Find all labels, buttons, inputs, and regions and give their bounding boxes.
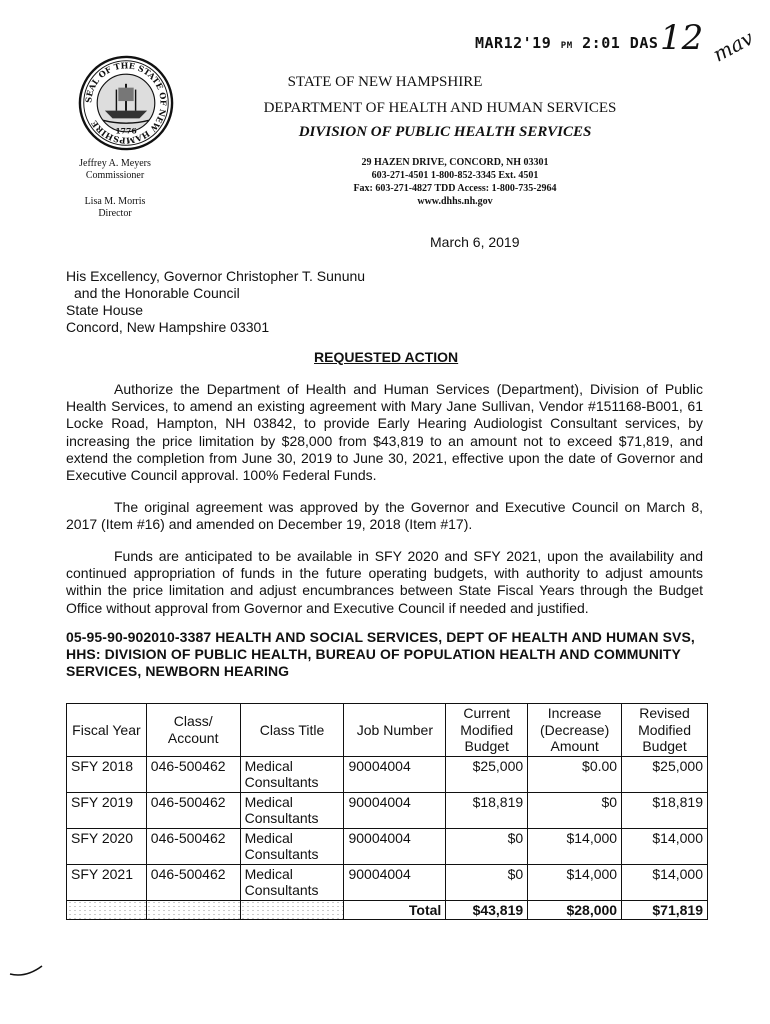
cell-fiscal-year: SFY 2019 bbox=[67, 792, 147, 828]
cell-class-title: Medical Consultants bbox=[240, 792, 344, 828]
stamp-pm: PM bbox=[560, 41, 573, 51]
column-header: Increase (Decrease) Amount bbox=[528, 704, 622, 757]
cell-increase: $14,000 bbox=[528, 864, 622, 900]
handwritten-initials: mav bbox=[708, 25, 758, 67]
recipient-line: His Excellency, Governor Christopher T. Sununu bbox=[66, 268, 366, 284]
cell-fiscal-year: SFY 2020 bbox=[67, 828, 147, 864]
column-header: Class Title bbox=[240, 704, 344, 757]
header-state: STATE OF NEW HAMPSHIRE bbox=[287, 74, 483, 90]
recipient-line: State House bbox=[66, 302, 144, 318]
total-increase: $28,000 bbox=[528, 900, 622, 920]
cell-increase: $0.00 bbox=[528, 756, 622, 792]
seal-year: 1776 bbox=[115, 126, 137, 136]
cell-job-number: 90004004 bbox=[344, 864, 446, 900]
cell-current-budget: $0 bbox=[446, 828, 528, 864]
letter-date: March 6, 2019 bbox=[430, 234, 520, 250]
paragraph-original-agreement: The original agreement was approved by the Governor and Executive Council on March 8, 2017 (Item #16) and amended on December 19, 2018 (Item #17). bbox=[66, 499, 703, 533]
column-header: Class/ Account bbox=[146, 704, 240, 757]
staff-title: Commissioner bbox=[85, 170, 145, 181]
table-total-row bbox=[67, 900, 708, 920]
cell-revised-budget: $14,000 bbox=[622, 828, 708, 864]
table-row bbox=[67, 756, 708, 792]
cell-fiscal-year: SFY 2021 bbox=[67, 864, 147, 900]
header-division: DIVISION OF PUBLIC HEALTH SERVICES bbox=[298, 124, 592, 140]
table-header-row bbox=[67, 704, 708, 757]
staff-name: Lisa M. Morris bbox=[84, 196, 146, 207]
cell-revised-budget: $18,819 bbox=[622, 792, 708, 828]
seal-text: SEAL OF THE STATE OF NEW HAMPSHIRE bbox=[83, 60, 169, 146]
recipient-line: and the Honorable Council bbox=[74, 285, 240, 301]
total-revised-budget: $71,819 bbox=[622, 900, 708, 920]
account-heading: 05-95-90-902010-3387 HEALTH AND SOCIAL SERVICES, DEPT OF HEALTH AND HUMAN SVS, HHS: DIVISION OF PUBLIC HEALTH, BUREAU OF POPULATION HEALTH AND COMMUNITY SERVICES, NEWBORN HEARING bbox=[66, 629, 695, 679]
header-department: DEPARTMENT OF HEALTH AND HUMAN SERVICES bbox=[263, 100, 617, 116]
cell-increase: $14,000 bbox=[528, 828, 622, 864]
cell-revised-budget: $14,000 bbox=[622, 864, 708, 900]
total-current-budget: $43,819 bbox=[446, 900, 528, 920]
requested-action-heading: REQUESTED ACTION bbox=[314, 349, 459, 365]
received-stamp bbox=[475, 34, 658, 52]
column-header: Revised Modified Budget bbox=[622, 704, 708, 757]
state-seal-icon bbox=[78, 55, 174, 151]
table-row bbox=[67, 864, 708, 900]
cell-job-number: 90004004 bbox=[344, 828, 446, 864]
address-block bbox=[300, 156, 610, 208]
blank-cell bbox=[146, 900, 240, 920]
address-phone: 603-271-4501 1-800-852-3345 Ext. 4501 bbox=[371, 170, 539, 181]
column-header: Job Number bbox=[344, 704, 446, 757]
cell-account: 046-500462 bbox=[146, 864, 240, 900]
stamp-time: 2:01 DAS bbox=[582, 34, 659, 52]
staff-director bbox=[55, 196, 175, 220]
cell-job-number: 90004004 bbox=[344, 792, 446, 828]
cell-current-budget: $25,000 bbox=[446, 756, 528, 792]
cell-increase: $0 bbox=[528, 792, 622, 828]
budget-table bbox=[66, 703, 708, 920]
cell-current-budget: $0 bbox=[446, 864, 528, 900]
blank-cell bbox=[67, 900, 147, 920]
staff-commissioner bbox=[55, 158, 175, 182]
cell-account: 046-500462 bbox=[146, 756, 240, 792]
cell-job-number: 90004004 bbox=[344, 756, 446, 792]
stamp-date: MAR12'19 bbox=[475, 34, 552, 52]
recipient-line: Concord, New Hampshire 03301 bbox=[66, 319, 270, 335]
paragraph-funds: Funds are anticipated to be available in SFY 2020 and SFY 2021, upon the availability and continued appropriation of funds in the future operating budgets, with authority to adjust amounts within the price limitation and adjust encumbrances between State Fiscal Years through the Budget Office without approval from Governor and Executive Council if needed and justified. bbox=[66, 548, 703, 616]
pen-mark-icon bbox=[8, 960, 48, 980]
staff-name: Jeffrey A. Meyers bbox=[79, 158, 151, 169]
paragraph-authorize: Authorize the Department of Health and Human Services (Department), Division of Public Health Services, to amend an existing agreement with Mary Jane Sullivan, Vendor #151168-B001, 61 Locke Road, Hampton, NH 03842, to provide Early Hearing Audiologist Consultant services, by increasing the price limitation by $28,000 from $43,819 to an amount not to exceed $71,819, and extend the completion from June 30, 2019 to June 30, 2021, effective upon the date of Governor and Executive Council approval. 100% Federal Funds. bbox=[66, 381, 703, 484]
cell-revised-budget: $25,000 bbox=[622, 756, 708, 792]
column-header: Fiscal Year bbox=[67, 704, 147, 757]
total-label: Total bbox=[344, 900, 446, 920]
address-street: 29 HAZEN DRIVE, CONCORD, NH 03301 bbox=[361, 157, 549, 168]
cell-fiscal-year: SFY 2018 bbox=[67, 756, 147, 792]
cell-account: 046-500462 bbox=[146, 792, 240, 828]
address-web: www.dhhs.nh.gov bbox=[417, 196, 493, 207]
cell-current-budget: $18,819 bbox=[446, 792, 528, 828]
cell-class-title: Medical Consultants bbox=[240, 828, 344, 864]
handwritten-item-number: 12 bbox=[660, 18, 704, 58]
table-row bbox=[67, 828, 708, 864]
staff-title: Director bbox=[98, 208, 132, 219]
cell-class-title: Medical Consultants bbox=[240, 864, 344, 900]
blank-cell bbox=[240, 900, 344, 920]
cell-account: 046-500462 bbox=[146, 828, 240, 864]
recipient-block bbox=[66, 268, 365, 336]
address-fax: Fax: 603-271-4827 TDD Access: 1-800-735-2964 bbox=[353, 183, 557, 194]
cell-class-title: Medical Consultants bbox=[240, 756, 344, 792]
table-row bbox=[67, 792, 708, 828]
column-header: Current Modified Budget bbox=[446, 704, 528, 757]
